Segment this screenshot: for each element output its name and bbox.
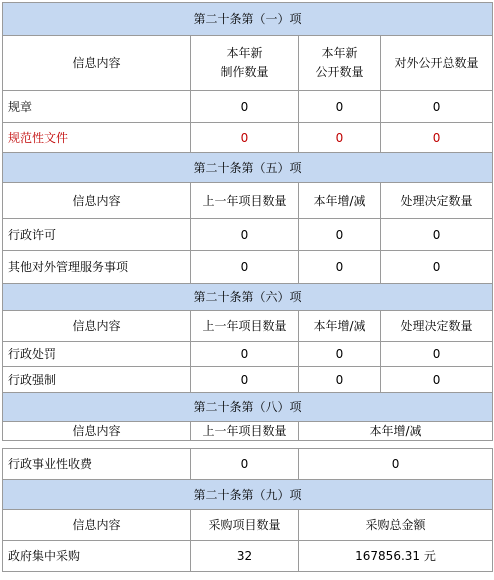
table-cell: [381, 251, 493, 284]
table-cell: [299, 91, 381, 123]
table-cell: [299, 251, 381, 284]
header-text: 处理决定数量: [400, 319, 473, 333]
row-label: [3, 91, 191, 123]
cell-value: 0: [240, 457, 249, 471]
header-text: 处理决定数量: [400, 193, 473, 208]
cell-value: 0: [335, 130, 344, 145]
row-label-text: 规范性文件: [8, 130, 69, 145]
column-header: [381, 183, 493, 219]
cell-value: 0: [335, 260, 344, 274]
row-label-text: 行政许可: [8, 227, 57, 242]
table-cell: [381, 342, 493, 367]
table-cell: [191, 342, 299, 367]
row-label-text: 行政事业性收费: [8, 457, 93, 471]
cell-value: 167856.31 元: [355, 549, 436, 563]
column-header: [191, 36, 299, 91]
header-text: 信息内容: [72, 518, 121, 532]
table-row: [3, 251, 493, 284]
row-label-text: 政府集中采购: [8, 549, 81, 563]
section-title-text: 第二十条第（五）项: [193, 160, 302, 175]
cell-value: 0: [335, 227, 344, 242]
cell-value: 0: [240, 372, 249, 387]
spacer-cell: [3, 441, 493, 449]
header-text: 本年增/减: [313, 319, 366, 333]
column-header: [381, 311, 493, 342]
column-header: [191, 422, 299, 441]
section-title: [3, 393, 493, 422]
table-cell: [191, 541, 299, 572]
table-cell: [381, 123, 493, 153]
column-header: [299, 510, 493, 541]
section-1-title-row: [3, 3, 493, 36]
section-title-text: 第二十条第（六）项: [193, 290, 302, 304]
disclosure-table-container: [2, 2, 492, 572]
table-cell: [299, 123, 381, 153]
column-header: [191, 183, 299, 219]
section-4-header-row: [3, 422, 493, 441]
column-header: [191, 311, 299, 342]
row-label-text: 行政强制: [8, 372, 57, 387]
column-header: [3, 311, 191, 342]
section-title: [3, 284, 493, 311]
header-text: 信息内容: [72, 193, 121, 208]
cell-value: 0: [335, 372, 344, 387]
row-label: [3, 123, 191, 153]
table-cell: [191, 219, 299, 251]
section-5-title-row: [3, 480, 493, 510]
table-cell: [299, 541, 493, 572]
table-cell: [191, 91, 299, 123]
section-title: [3, 3, 493, 36]
row-label-text: 其他对外管理服务事项: [8, 260, 129, 274]
section-title: [3, 480, 493, 510]
row-label: [3, 449, 191, 480]
column-header: [191, 510, 299, 541]
cell-value: 0: [432, 347, 441, 361]
column-header: [381, 36, 493, 91]
cell-value: 0: [240, 99, 249, 114]
header-text: 本年增/减: [313, 193, 366, 208]
header-text: 上一年项目数量: [202, 193, 287, 208]
section-4-title-row: [3, 393, 493, 422]
cell-value: 0: [432, 227, 441, 242]
column-header: [299, 183, 381, 219]
table-cell: [299, 449, 493, 480]
table-cell: [299, 367, 381, 393]
row-label: [3, 251, 191, 284]
row-label: [3, 541, 191, 572]
cell-value: 0: [335, 347, 344, 361]
section-title-text: 第二十条第（八）项: [193, 400, 302, 414]
table-row: [3, 342, 493, 367]
table-cell: [299, 342, 381, 367]
section-2-header-row: [3, 183, 493, 219]
section-title: [3, 153, 493, 183]
section-title-text: 第二十条第（一）项: [193, 12, 302, 26]
header-text: 上一年项目数量: [202, 424, 287, 438]
header-text: 上一年项目数量: [202, 319, 287, 333]
row-label: [3, 342, 191, 367]
cell-value: 0: [240, 227, 249, 242]
table-cell: [299, 219, 381, 251]
section-5-header-row: [3, 510, 493, 541]
column-header: [3, 510, 191, 541]
section-3-title-row: [3, 284, 493, 311]
header-text: 采购项目数量: [208, 518, 281, 532]
table-cell: [381, 91, 493, 123]
row-label: [3, 367, 191, 393]
cell-value: 0: [335, 99, 344, 114]
section-2-title-row: [3, 153, 493, 183]
table-row: [3, 367, 493, 393]
cell-value: 0: [240, 347, 249, 361]
table-row: [3, 541, 493, 572]
table-cell: [191, 367, 299, 393]
column-header: [299, 422, 493, 441]
table-cell: [381, 367, 493, 393]
cell-value: 32: [236, 549, 253, 563]
header-text: 本年增/减: [369, 424, 422, 438]
cell-value: 0: [432, 99, 441, 114]
header-text: 信息内容: [72, 319, 121, 333]
cell-value: 0: [240, 260, 249, 274]
column-header: [3, 183, 191, 219]
column-header: [3, 422, 191, 441]
row-label-text: 规章: [8, 99, 33, 114]
header-text: 信息内容: [72, 56, 121, 70]
column-header: [299, 36, 381, 91]
table-cell: [191, 123, 299, 153]
row-label: [3, 219, 191, 251]
header-text: 信息内容: [72, 424, 121, 438]
cell-value: 0: [391, 457, 400, 471]
table-row: [3, 449, 493, 480]
header-text: 采购总金额: [365, 518, 426, 532]
spacer-row: [3, 441, 493, 449]
section-title-text: 第二十条第（九）项: [193, 487, 302, 502]
section-1-header-row: [3, 36, 493, 91]
cell-value: 0: [240, 130, 249, 145]
table-cell: [191, 449, 299, 480]
disclosure-table: [2, 2, 493, 572]
cell-value: 0: [432, 130, 441, 145]
column-header: [299, 311, 381, 342]
cell-value: 0: [432, 372, 441, 387]
table-cell: [381, 219, 493, 251]
column-header: [3, 36, 191, 91]
cell-value: 0: [432, 260, 441, 274]
table-row: [3, 91, 493, 123]
section-3-header-row: [3, 311, 493, 342]
header-text: 本年新 公开数量: [315, 46, 364, 79]
table-cell: [191, 251, 299, 284]
table-row: [3, 219, 493, 251]
header-text: 本年新 制作数量: [220, 46, 269, 79]
header-text: 对外公开总数量: [394, 56, 479, 70]
row-label-text: 行政处罚: [8, 347, 57, 361]
table-row: [3, 123, 493, 153]
